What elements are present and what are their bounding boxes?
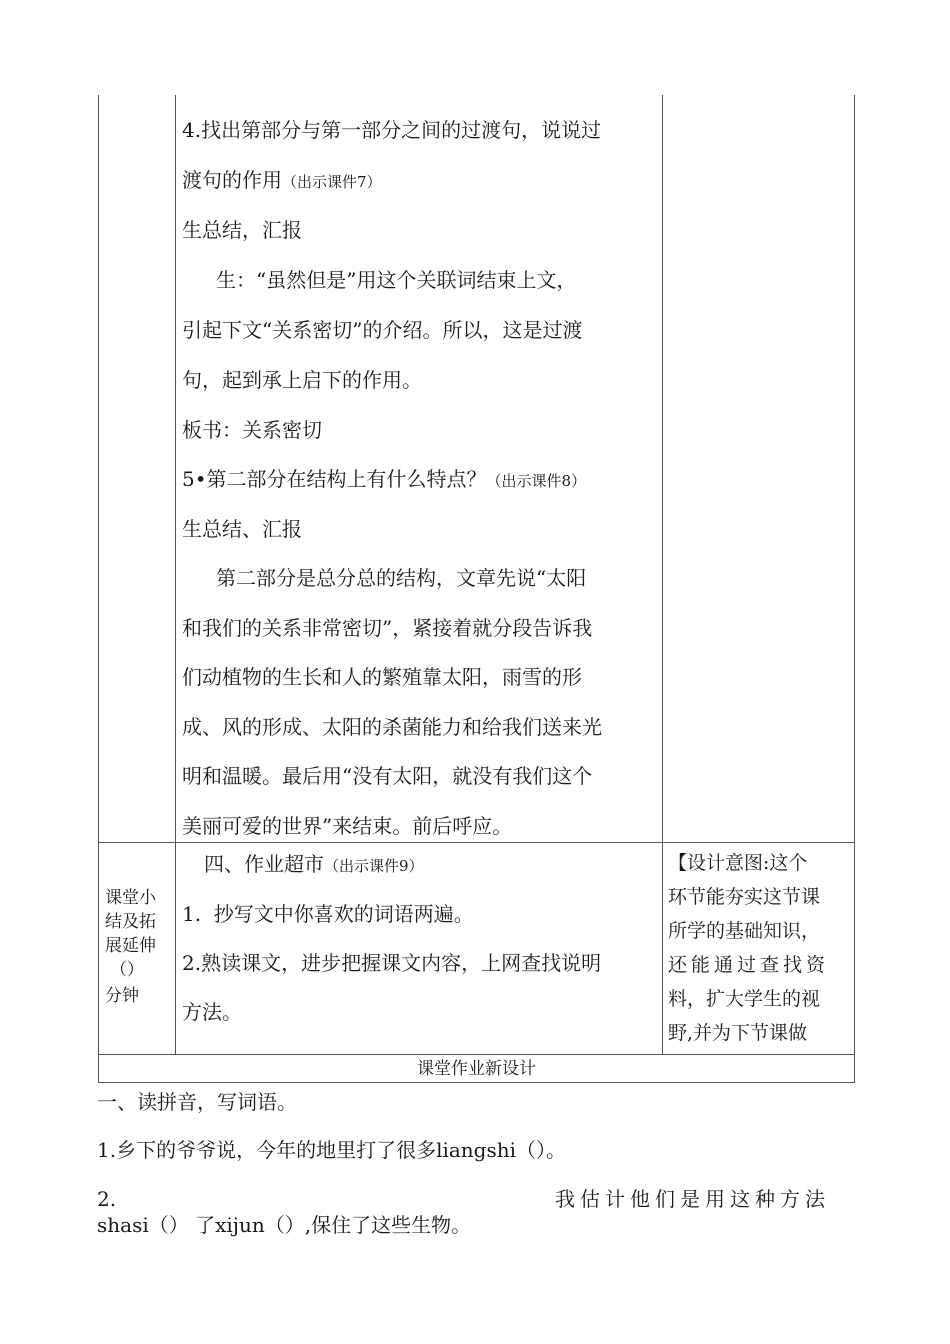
text-line: 成、风的形成、太阳的杀菌能力和给我们送来光 [182, 715, 602, 739]
text-line: 句，起到承上启下的作用。 [182, 368, 422, 392]
text-line: 们动植物的生长和人的繁殖靠太阳，雨雪的形 [182, 665, 582, 689]
text-line [182, 168, 382, 194]
table-col1-border [175, 95, 176, 1055]
text-line-main: 5•第二部分在结构上有什么特点？ [182, 467, 487, 491]
intent-line: 还能通过查找资 [668, 954, 830, 976]
row-divider-2 [98, 1054, 855, 1055]
exercise-heading: 一、读拼音，写词语。 [97, 1090, 297, 1114]
text-line [182, 467, 586, 493]
text-line: 生总结，汇报 [182, 218, 302, 242]
intent-line: 野,并为下节课做 [668, 1022, 808, 1044]
text-line-main: 四、作业超市 [204, 852, 324, 876]
text-line: 板书：关系密切 [182, 418, 322, 442]
courseware-note: （出示课件8） [486, 472, 587, 490]
text-line: 明和温暖。最后用“没有太阳，就没有我们这个 [182, 764, 593, 788]
text-line: 1. 抄写文中你喜欢的词语两遍。 [182, 902, 474, 926]
text-line: 美丽可爱的世界”来结束。前后呼应。 [182, 814, 513, 838]
exercise-question-2-continued: shasi（） 了xijun（）,保住了这些生物。 [97, 1213, 472, 1237]
table-left-border [98, 95, 99, 1082]
intent-line: 所学的基础知识， [668, 920, 821, 942]
table-bottom-border [98, 1082, 855, 1083]
intent-line: 料，扩大学生的视 [668, 988, 821, 1010]
courseware-note: （出示课件7） [282, 173, 382, 191]
label-line: （） [110, 960, 144, 980]
label-line: 展延伸 [105, 936, 156, 956]
label-line: 结及拓 [105, 912, 156, 932]
text-line: 4.找出第部分与第一部分之间的过渡句，说说过 [182, 118, 602, 142]
table-right-border [854, 95, 855, 1082]
label-line: 课堂小 [105, 888, 156, 908]
text-line: 引起下文“关系密切”的介绍。所以，这是过渡 [182, 318, 583, 342]
exercise-question-1: 1.乡下的爷爷说，今年的地里打了很多liangshi（）。 [97, 1138, 567, 1162]
text-line: 生：“虽然但是”用这个关联词结束上文， [216, 268, 577, 292]
table-col2-border [662, 95, 663, 1055]
text-line: 生总结、汇报 [182, 517, 302, 541]
text-line: 和我们的关系非常密切”，紧接着就分段告诉我 [182, 616, 593, 640]
row-divider-1 [98, 842, 855, 843]
text-line [204, 852, 424, 878]
text-line: 第二部分是总分总的结构，文章先说“太阳 [216, 566, 587, 590]
label-line: 分钟 [105, 986, 139, 1006]
table-footer-title: 课堂作业新设计 [417, 1059, 536, 1079]
exercise-question-2-number: 2. [97, 1187, 117, 1211]
courseware-note: （出示课件9） [324, 857, 424, 875]
text-line: 方法。 [182, 1000, 242, 1024]
intent-line: 环节能夯实这节课 [668, 886, 821, 908]
text-line: 2.熟读课文，进步把握课文内容，上网查找说明 [182, 951, 602, 975]
exercise-question-2-text: 我估计他们是用这种方法 [555, 1187, 830, 1211]
intent-line: 【设计意图:这个 [668, 852, 808, 874]
text-line-main: 渡句的作用 [182, 168, 282, 192]
